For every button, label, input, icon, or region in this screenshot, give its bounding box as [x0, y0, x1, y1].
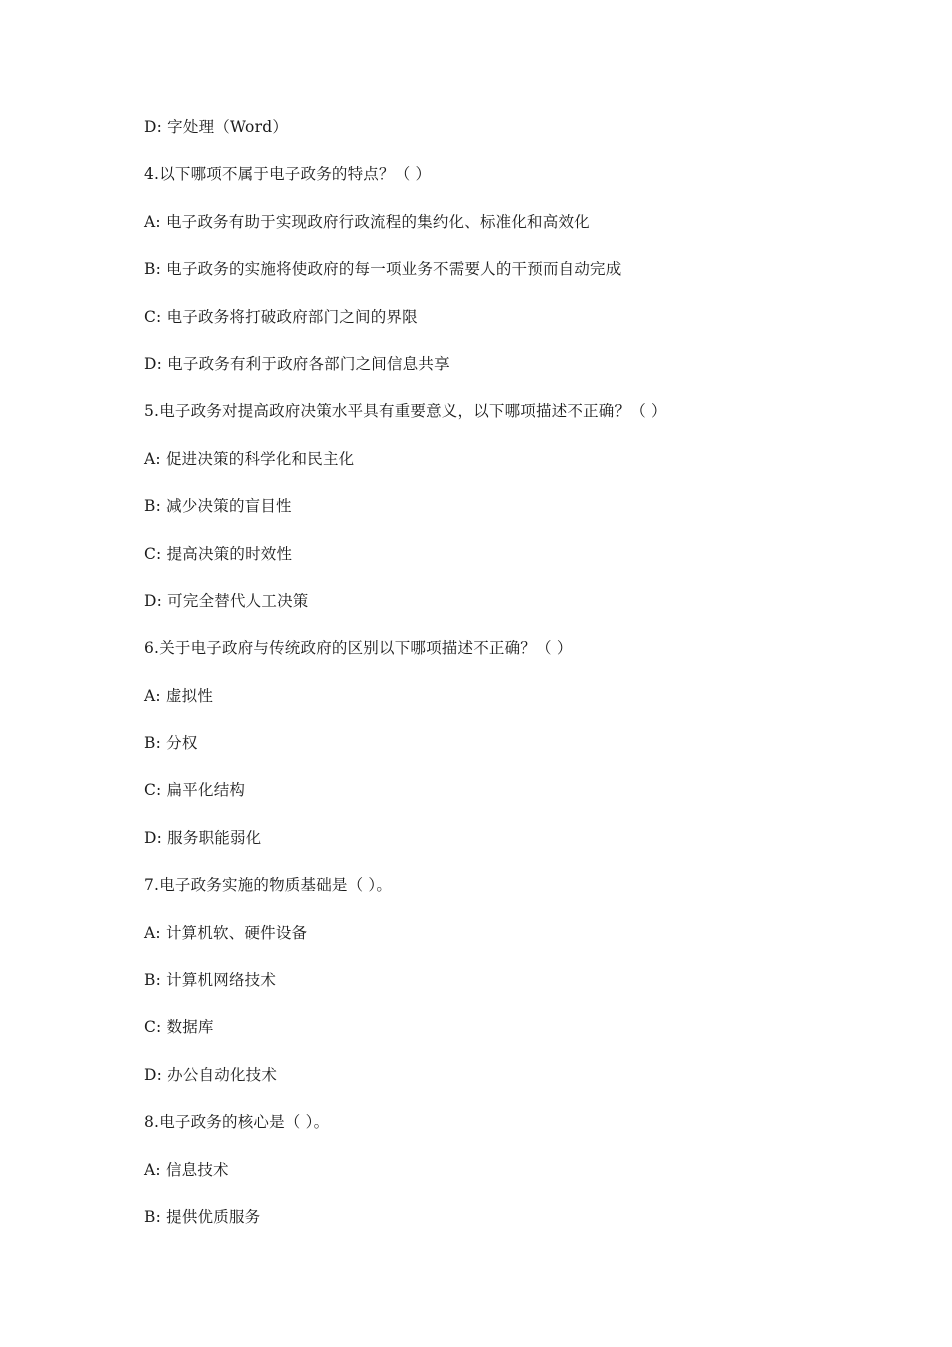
option-line: A: 信息技术: [144, 1160, 229, 1179]
option-line: C: 电子政务将打破政府部门之间的界限: [144, 307, 418, 326]
option-line: B: 提供优质服务: [144, 1207, 261, 1226]
option-line: D: 办公自动化技术: [144, 1065, 278, 1084]
question-line: 7.电子政务实施的物质基础是（ ）。: [144, 876, 393, 895]
option-line: D: 电子政务有利于政府各部门之间信息共享: [144, 354, 450, 373]
option-line: B: 分权: [144, 734, 198, 753]
option-line: A: 虚拟性: [144, 686, 214, 705]
document-body: [144, 114, 904, 1251]
option-line: D: 服务职能弱化: [144, 828, 262, 847]
option-line: C: 扁平化结构: [144, 781, 246, 800]
option-line: C: 提高决策的时效性: [144, 544, 293, 563]
question-line: 5.电子政务对提高政府决策水平具有重要意义，以下哪项描述不正确？（ ）: [144, 402, 667, 421]
option-line: B: 减少决策的盲目性: [144, 497, 292, 516]
option-line: B: 计算机网络技术: [144, 971, 277, 990]
option-line: C: 数据库: [144, 1018, 214, 1037]
question-line: 6.关于电子政府与传统政府的区别以下哪项描述不正确？（ ）: [144, 639, 573, 658]
option-line: B: 电子政务的实施将使政府的每一项业务不需要人的干预而自动完成: [144, 260, 622, 279]
option-line: D: 字处理（Word）: [144, 118, 289, 136]
option-line: A: 促进决策的科学化和民主化: [144, 449, 355, 468]
question-line: 8.电子政务的核心是（ ）。: [144, 1113, 330, 1132]
option-line: D: 可完全替代人工决策: [144, 591, 309, 610]
question-line: 4.以下哪项不属于电子政务的特点？（ ）: [144, 165, 432, 184]
option-line: A: 电子政务有助于实现政府行政流程的集约化、标准化和高效化: [144, 212, 590, 231]
option-line: A: 计算机软、硬件设备: [144, 923, 308, 942]
